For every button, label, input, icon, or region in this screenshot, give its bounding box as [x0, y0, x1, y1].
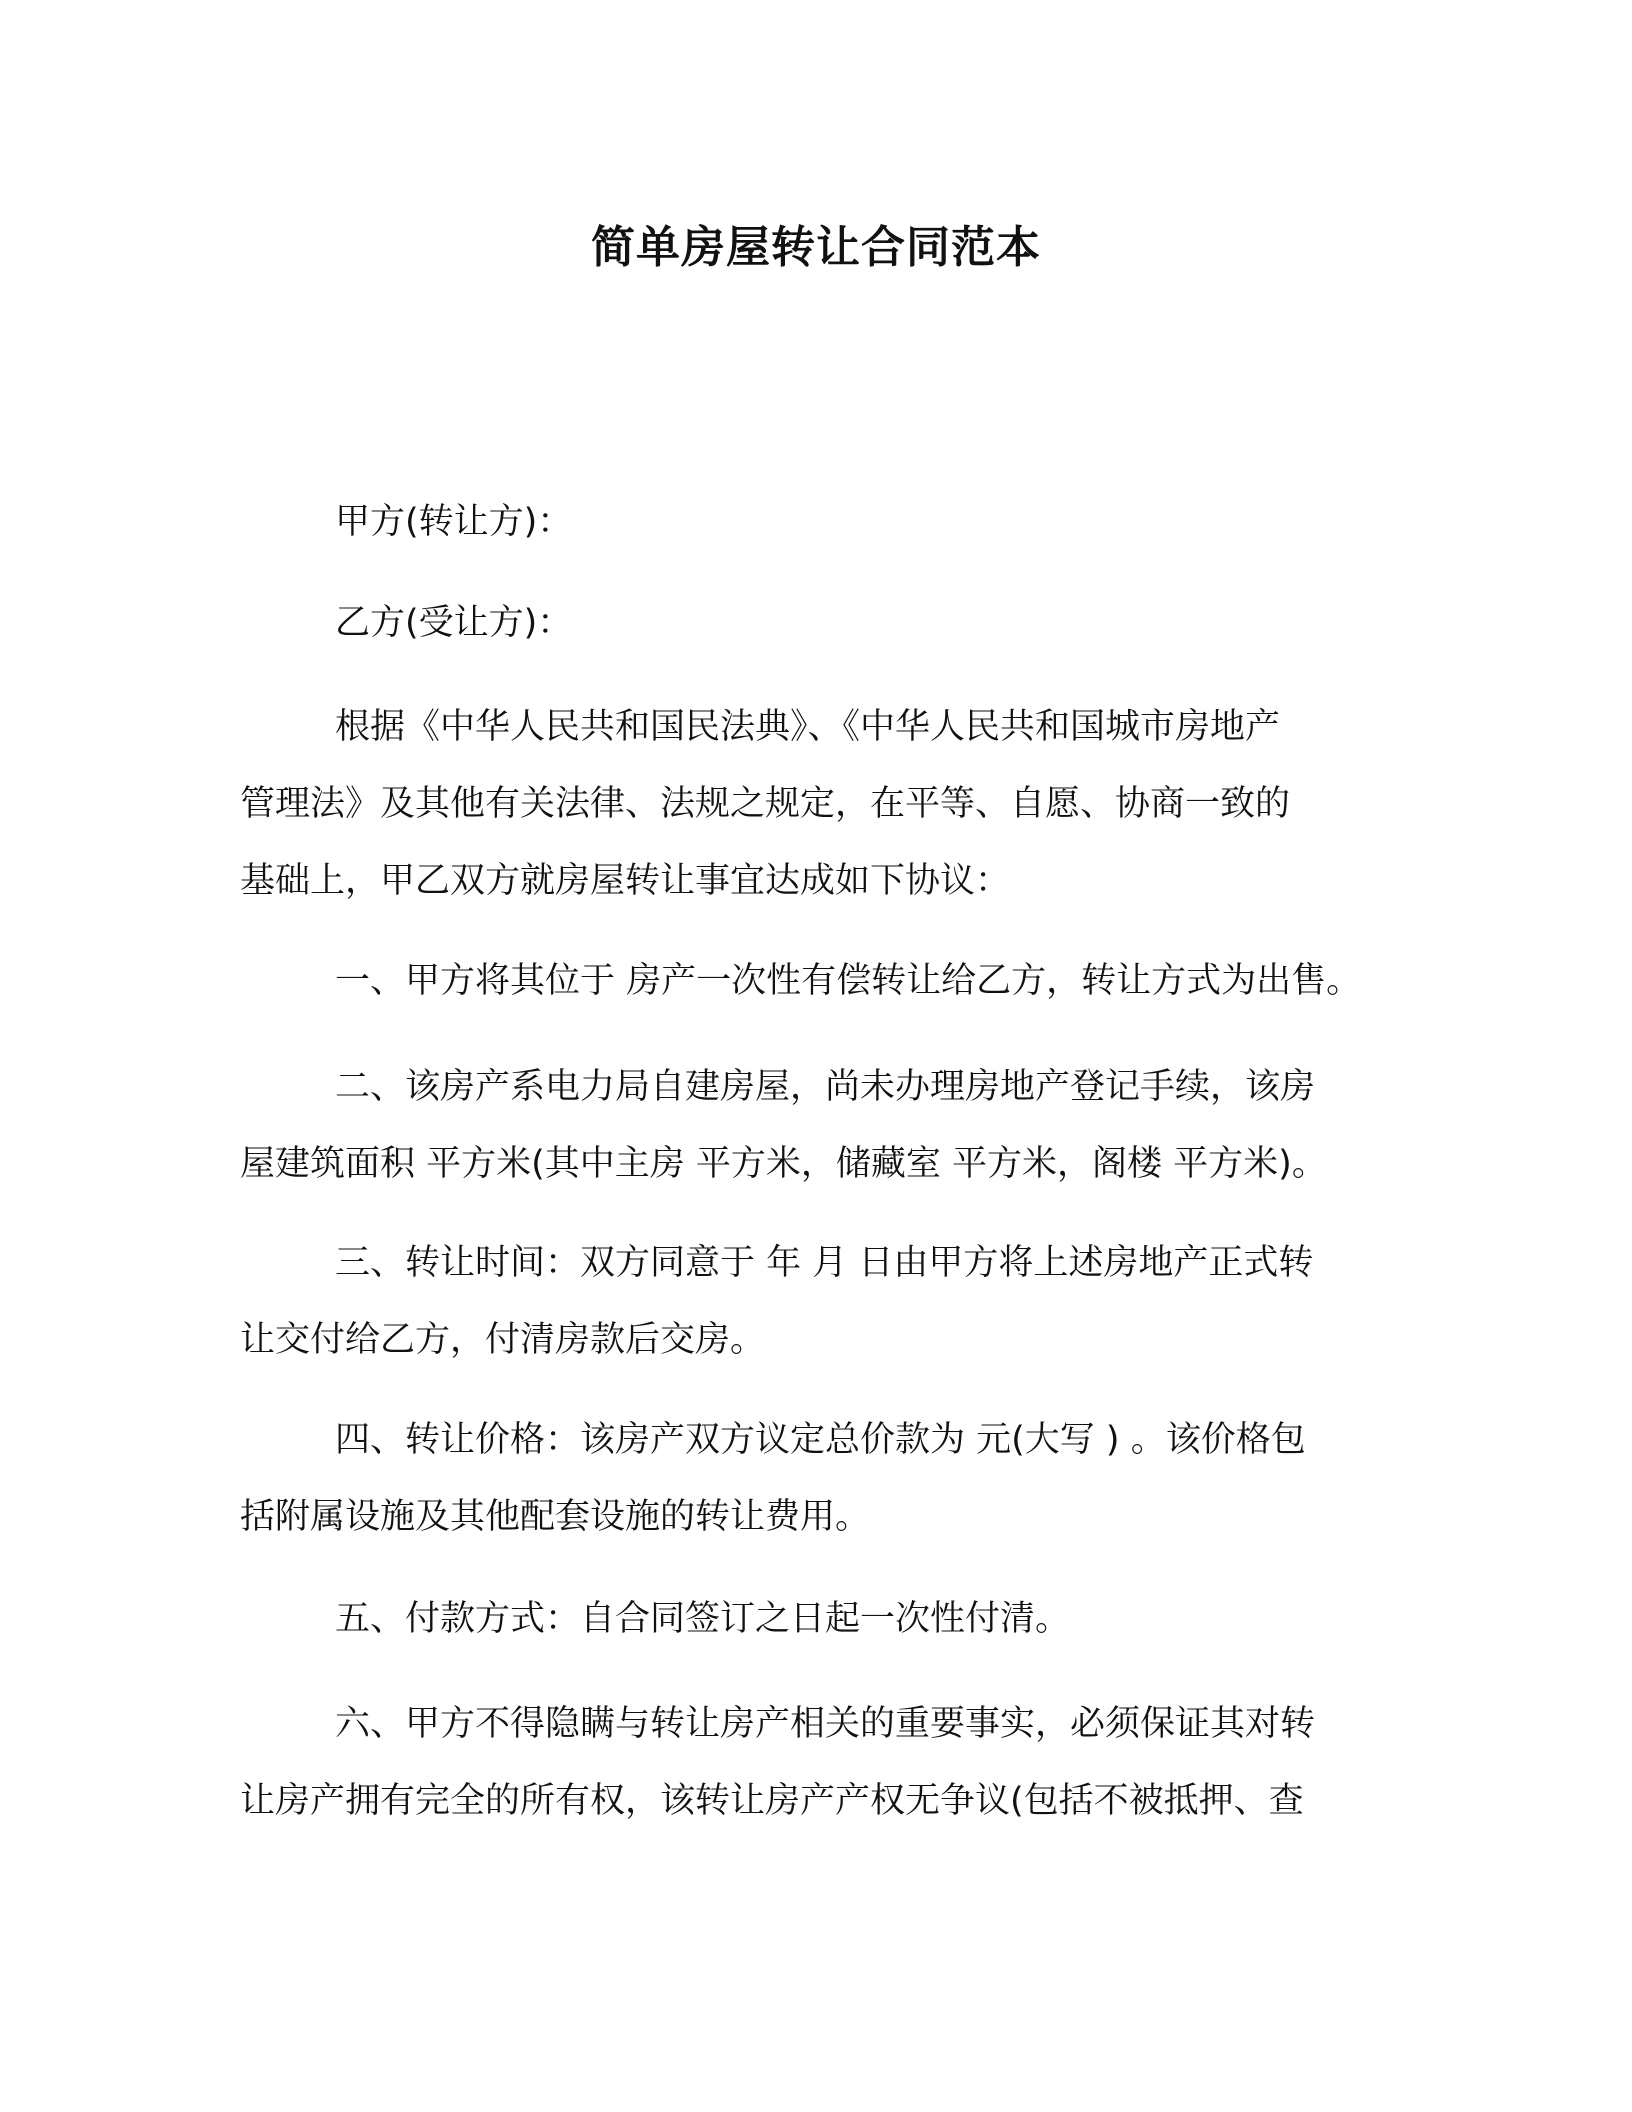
- paragraph-line: 括附属设施及其他配套设施的转让费用。: [240, 1497, 871, 1537]
- preamble-paragraph: [240, 689, 1412, 920]
- clause-6-paragraph: [240, 1686, 1412, 1840]
- paragraph-line: 五、付款方式：自合同签订之日起一次性付清。: [335, 1599, 1071, 1639]
- clause-5-paragraph: [240, 1581, 1412, 1658]
- paragraph-line: 根据《中华人民共和国民法典》、《中华人民共和国城市房地产: [335, 707, 1281, 747]
- paragraph-line: 管理法》及其他有关法律、法规之规定，在平等、自愿、协商一致的: [240, 784, 1291, 824]
- party-b-paragraph: [240, 585, 1412, 662]
- paragraph-line: 让交付给乙方，付清房款后交房。: [240, 1320, 766, 1360]
- paragraph-line: 甲方(转让方)：: [335, 502, 573, 542]
- paragraph-line: 六、甲方不得隐瞒与转让房产相关的重要事实，必须保证其对转: [335, 1704, 1316, 1744]
- paragraph-line: 基础上，甲乙双方就房屋转让事宜达成如下协议：: [240, 861, 1011, 901]
- clause-3-paragraph: [240, 1225, 1412, 1379]
- paragraph-line: 让房产拥有完全的所有权，该转让房产产权无争议(包括不被抵押、查: [240, 1781, 1304, 1821]
- paragraph-line: 三、转让时间：双方同意于 年 月 日由甲方将上述房地产正式转: [335, 1243, 1314, 1283]
- paragraph-line: 屋建筑面积 平方米(其中主房 平方米，储藏室 平方米，阁楼 平方米)。: [240, 1144, 1327, 1184]
- clause-1-paragraph: [240, 943, 1412, 1020]
- party-a-paragraph: [240, 484, 1412, 561]
- clause-4-paragraph: [240, 1402, 1412, 1556]
- paragraph-line: 二、该房产系电力局自建房屋，尚未办理房地产登记手续，该房: [335, 1067, 1316, 1107]
- clause-2-paragraph: [240, 1049, 1412, 1203]
- paragraph-line: 一、甲方将其位于 房产一次性有偿转让给乙方，转让方式为出售。: [335, 961, 1362, 1001]
- paragraph-line: 乙方(受让方)：: [335, 603, 573, 643]
- document-title: 简单房屋转让合同范本: [591, 222, 1041, 273]
- paragraph-line: 四、转让价格：该房产双方议定总价款为 元(大写 ) 。该价格包: [335, 1420, 1306, 1460]
